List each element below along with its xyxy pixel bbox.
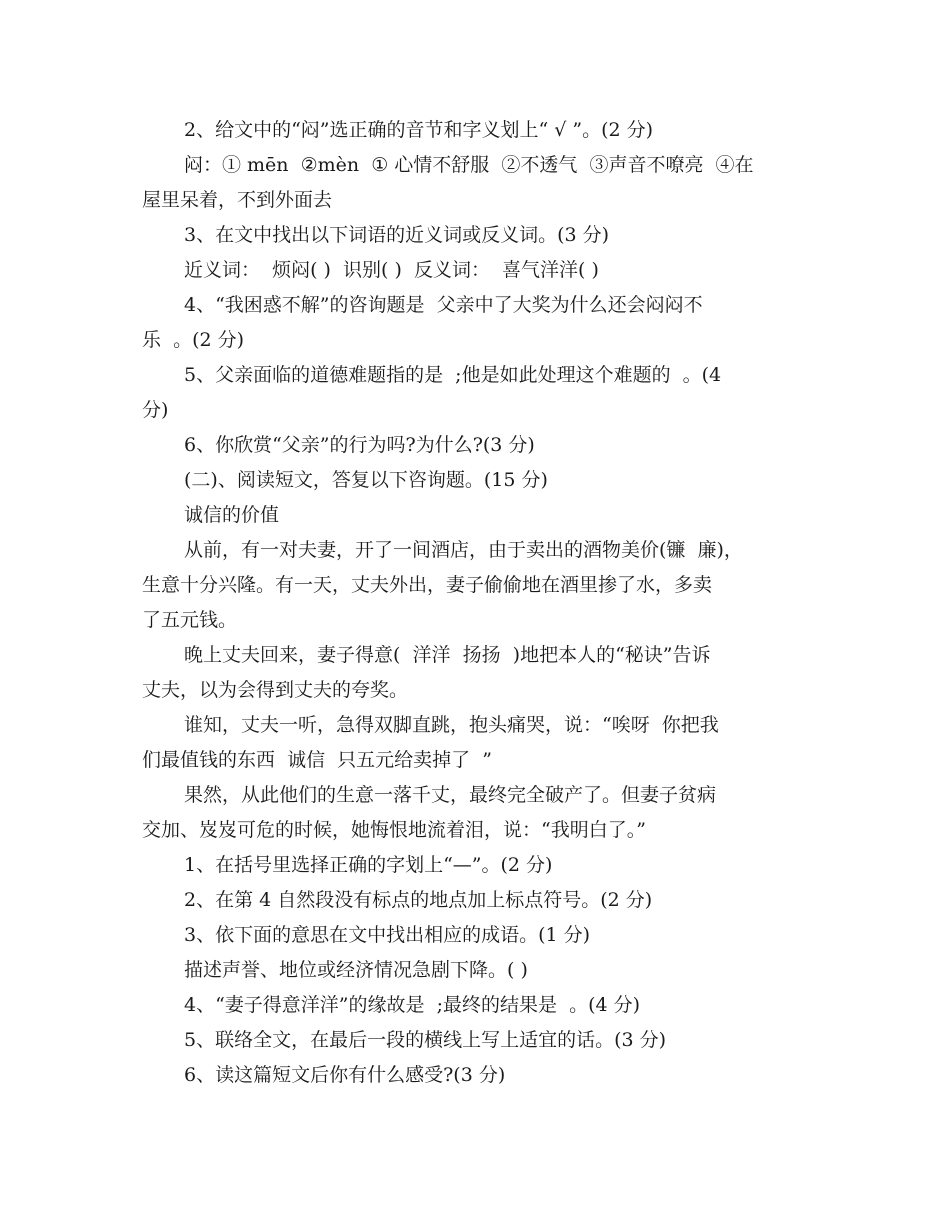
text-line: 5、父亲面临的道德难题指的是 ;他是如此处理这个难题的 。(4 <box>184 364 722 386</box>
text-line: 从前，有一对夫妻，开了一间酒店，由于卖出的酒物美价(镰 廉)， <box>184 539 743 561</box>
text-line: (二)、阅读短文，答复以下咨询题。(15 分) <box>184 469 548 491</box>
text-line: 4、“妻子得意洋洋”的缘故是 ;最终的结果是 。(4 分) <box>184 994 641 1016</box>
text-line: 4、“我困惑不解”的咨询题是 父亲中了大奖为什么还会闷闷不 <box>184 294 703 316</box>
document-page <box>142 113 814 1093</box>
text-line: 6、你欣赏“父亲”的行为吗?为什么?(3 分) <box>184 434 535 456</box>
text-line: 们最值钱的东西 诚信 只五元给卖掉了 ” <box>142 749 492 771</box>
text-line: 描述声誉、地位或经济情况急剧下降。( ) <box>184 959 528 981</box>
text-line: 3、依下面的意思在文中找出相应的成语。(1 分) <box>184 924 591 946</box>
text-line: 晚上丈夫回来，妻子得意( 洋洋 扬扬 )地把本人的“秘诀”告诉 <box>184 644 711 666</box>
text-line: 生意十分兴隆。有一天，丈夫外出，妻子偷偷地在酒里掺了水，多卖 <box>142 574 713 596</box>
text-line: 果然，从此他们的生意一落千丈，最终完全破产了。但妻子贫病 <box>184 784 717 806</box>
text-line: 谁知，丈夫一听，急得双脚直跳，抱头痛哭，说：“唉呀 你把我 <box>184 714 719 736</box>
text-line: 1、在括号里选择正确的字划上“—”。(2 分) <box>184 854 553 876</box>
text-line: 诚信的价值 <box>184 504 280 526</box>
text-line: 5、联络全文，在最后一段的横线上写上适宜的话。(3 分) <box>184 1029 667 1051</box>
text-line: 丈夫，以为会得到丈夫的夸奖。 <box>142 679 409 701</box>
text-line: 2、给文中的“闷”选正确的音节和字义划上“ √ ”。(2 分) <box>184 119 654 141</box>
text-line: 交加、岌岌可危的时候，她悔恨地流着泪，说：“我明白了。” <box>142 819 646 841</box>
text-line: 乐 。(2 分) <box>142 329 245 351</box>
text-line: 2、在第 4 自然段没有标点的地点加上标点符号。(2 分) <box>184 889 653 911</box>
text-line: 闷：① mēn ②mèn ① 心情不舒服 ②不透气 ③声音不嘹亮 ④在 <box>184 154 754 176</box>
text-line: 分) <box>142 399 169 421</box>
text-line: 3、在文中找出以下词语的近义词或反义词。(3 分) <box>184 224 610 246</box>
text-line: 近义词： 烦闷( ) 识别( ) 反义词： 喜气洋洋( ) <box>184 259 599 281</box>
text-line: 屋里呆着，不到外面去 <box>142 189 333 211</box>
text-line: 6、读这篇短文后你有什么感受?(3 分) <box>184 1064 506 1086</box>
text-line: 了五元钱。 <box>142 609 238 631</box>
